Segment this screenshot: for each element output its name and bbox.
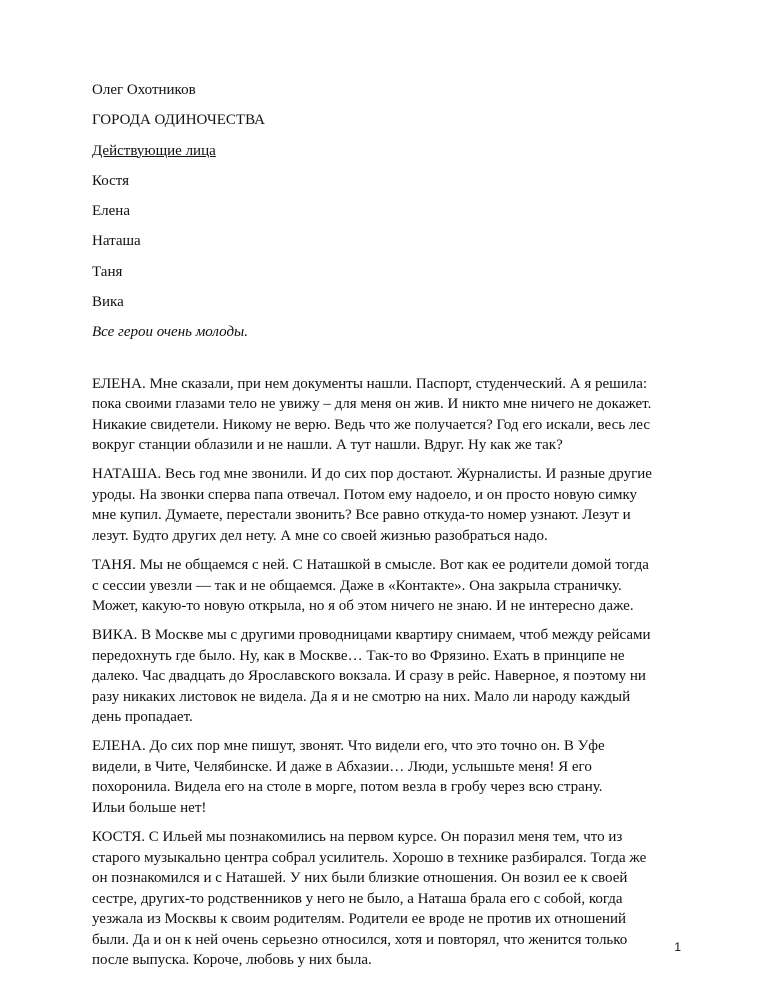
dialogue-line: ЕЛЕНА. Мне сказали, при нем документы нашли. Паспорт, студенческий. А я решила: [92,375,648,392]
dialogue-line: Может, какую-то новую открыла, но я об этом ничего не знаю. И не интересно даже. [92,598,634,615]
dialogue-line: он познакомился и с Наташей. У них были близкие отношения. Он возил ее к своей [92,870,628,887]
dialogue-line: пока своими глазами тело не увижу – для меня он жив. И никто мне ничего не докажет. [92,396,652,413]
dialogue-line: передохнуть где было. Ну, как в Москве… Так-то во Фрязино. Ехать в принципе не [92,647,625,664]
dialogue-line: ВИКА. В Москве мы с другими проводницами квартиру снимаем, чтоб между рейсами [92,627,651,644]
dialogue-line: сестре, других-то родственников у него не было, а Наташа брала его с собой, когда [92,890,623,907]
document-page [92,80,682,979]
dialogue-line: Ильи больше нет! [92,799,207,816]
cast-item-vika: Вика [92,294,124,311]
dialogue-line: день пропадает. [92,709,193,726]
cast-item-tanya: Таня [92,263,123,280]
dialogue-line: после выпуска. Короче, любовь у них была. [92,952,372,969]
dialogue-line: были. Да и он к ней очень серьезно относился, хотя и повторял, что женится только [92,931,628,948]
dialogue-line: ТАНЯ. Мы не общаемся с ней. С Наташкой в смысле. Вот как ее родители домой тогда [92,557,649,574]
cast-note: Все герои очень молоды. [92,324,248,341]
dialogue-paragraph [92,555,682,617]
dialogue-line: ЕЛЕНА. До сих пор мне пишут, звонят. Что видели его, что это точно он. В Уфе [92,738,605,755]
dialogue-paragraph [92,374,682,456]
page-number: 1 [674,940,681,954]
dialogue-line: с сессии увезли — так и не общаемся. Даже в «Контакте». Она закрыла страничку. [92,577,622,594]
dialogue-line: КОСТЯ. С Ильей мы познакомились на первом курсе. Он поразил меня тем, что из [92,829,623,846]
dialogue-line: похоронила. Видела его на столе в морге, потом везла в гробу через всю страну. [92,779,603,796]
author-name: Олег Охотников [92,82,196,98]
dialogue-line: далеко. Час двадцать до Ярославского вокзала. И сразу в рейс. Наверное, я поэтому ни [92,668,646,685]
dialogue-line: вокруг станции облазили и не нашли. А тут нашли. Вдруг. Ну как же так? [92,437,563,454]
dialogue-line: Никакие свидетели. Никому не верю. Ведь что же получается? Год его искали, весь лес [92,416,650,433]
cast-heading: Действующие лица [92,142,216,159]
cast-item-natasha: Наташа [92,233,141,250]
section-gap [92,353,682,374]
dialogue-paragraph [92,464,682,546]
dialogue-line: видели, в Чите, Челябинске. И даже в Абхазии… Люди, услышьте меня! Я его [92,758,592,775]
cast-item-elena: Елена [92,203,130,220]
dialogue-line: лезут. Будто других дел нету. А мне со своей жизнью разобраться надо. [92,527,548,544]
dialogue-paragraph [92,736,682,818]
cast-item-kostya: Костя [92,172,130,189]
dialogue-paragraph [92,827,682,971]
dialogue-line: уроды. На звонки сперва папа отвечал. Потом ему надоело, и он просто новую симку [92,486,638,503]
play-title: ГОРОДА ОДИНОЧЕСТВА [92,112,265,129]
dialogue-line: НАТАША. Весь год мне звонили. И до сих пор достают. Журналисты. И разные другие [92,466,652,483]
dialogue-line: мне купил. Думаете, перестали звонить? Все равно откуда-то номер узнают. Лезут и [92,507,631,524]
dialogue-line: уезжала из Москвы к своим родителям. Родители ее вроде не против их отношений [92,911,627,928]
dialogue-paragraph [92,625,682,728]
dialogue-line: старого музыкально центра собрал усилитель. Хорошо в технике разбирался. Тогда же [92,849,647,866]
dialogue-line: разу никаких листовок не видела. Да я и не смотрю на них. Мало ли народу каждый [92,688,631,705]
